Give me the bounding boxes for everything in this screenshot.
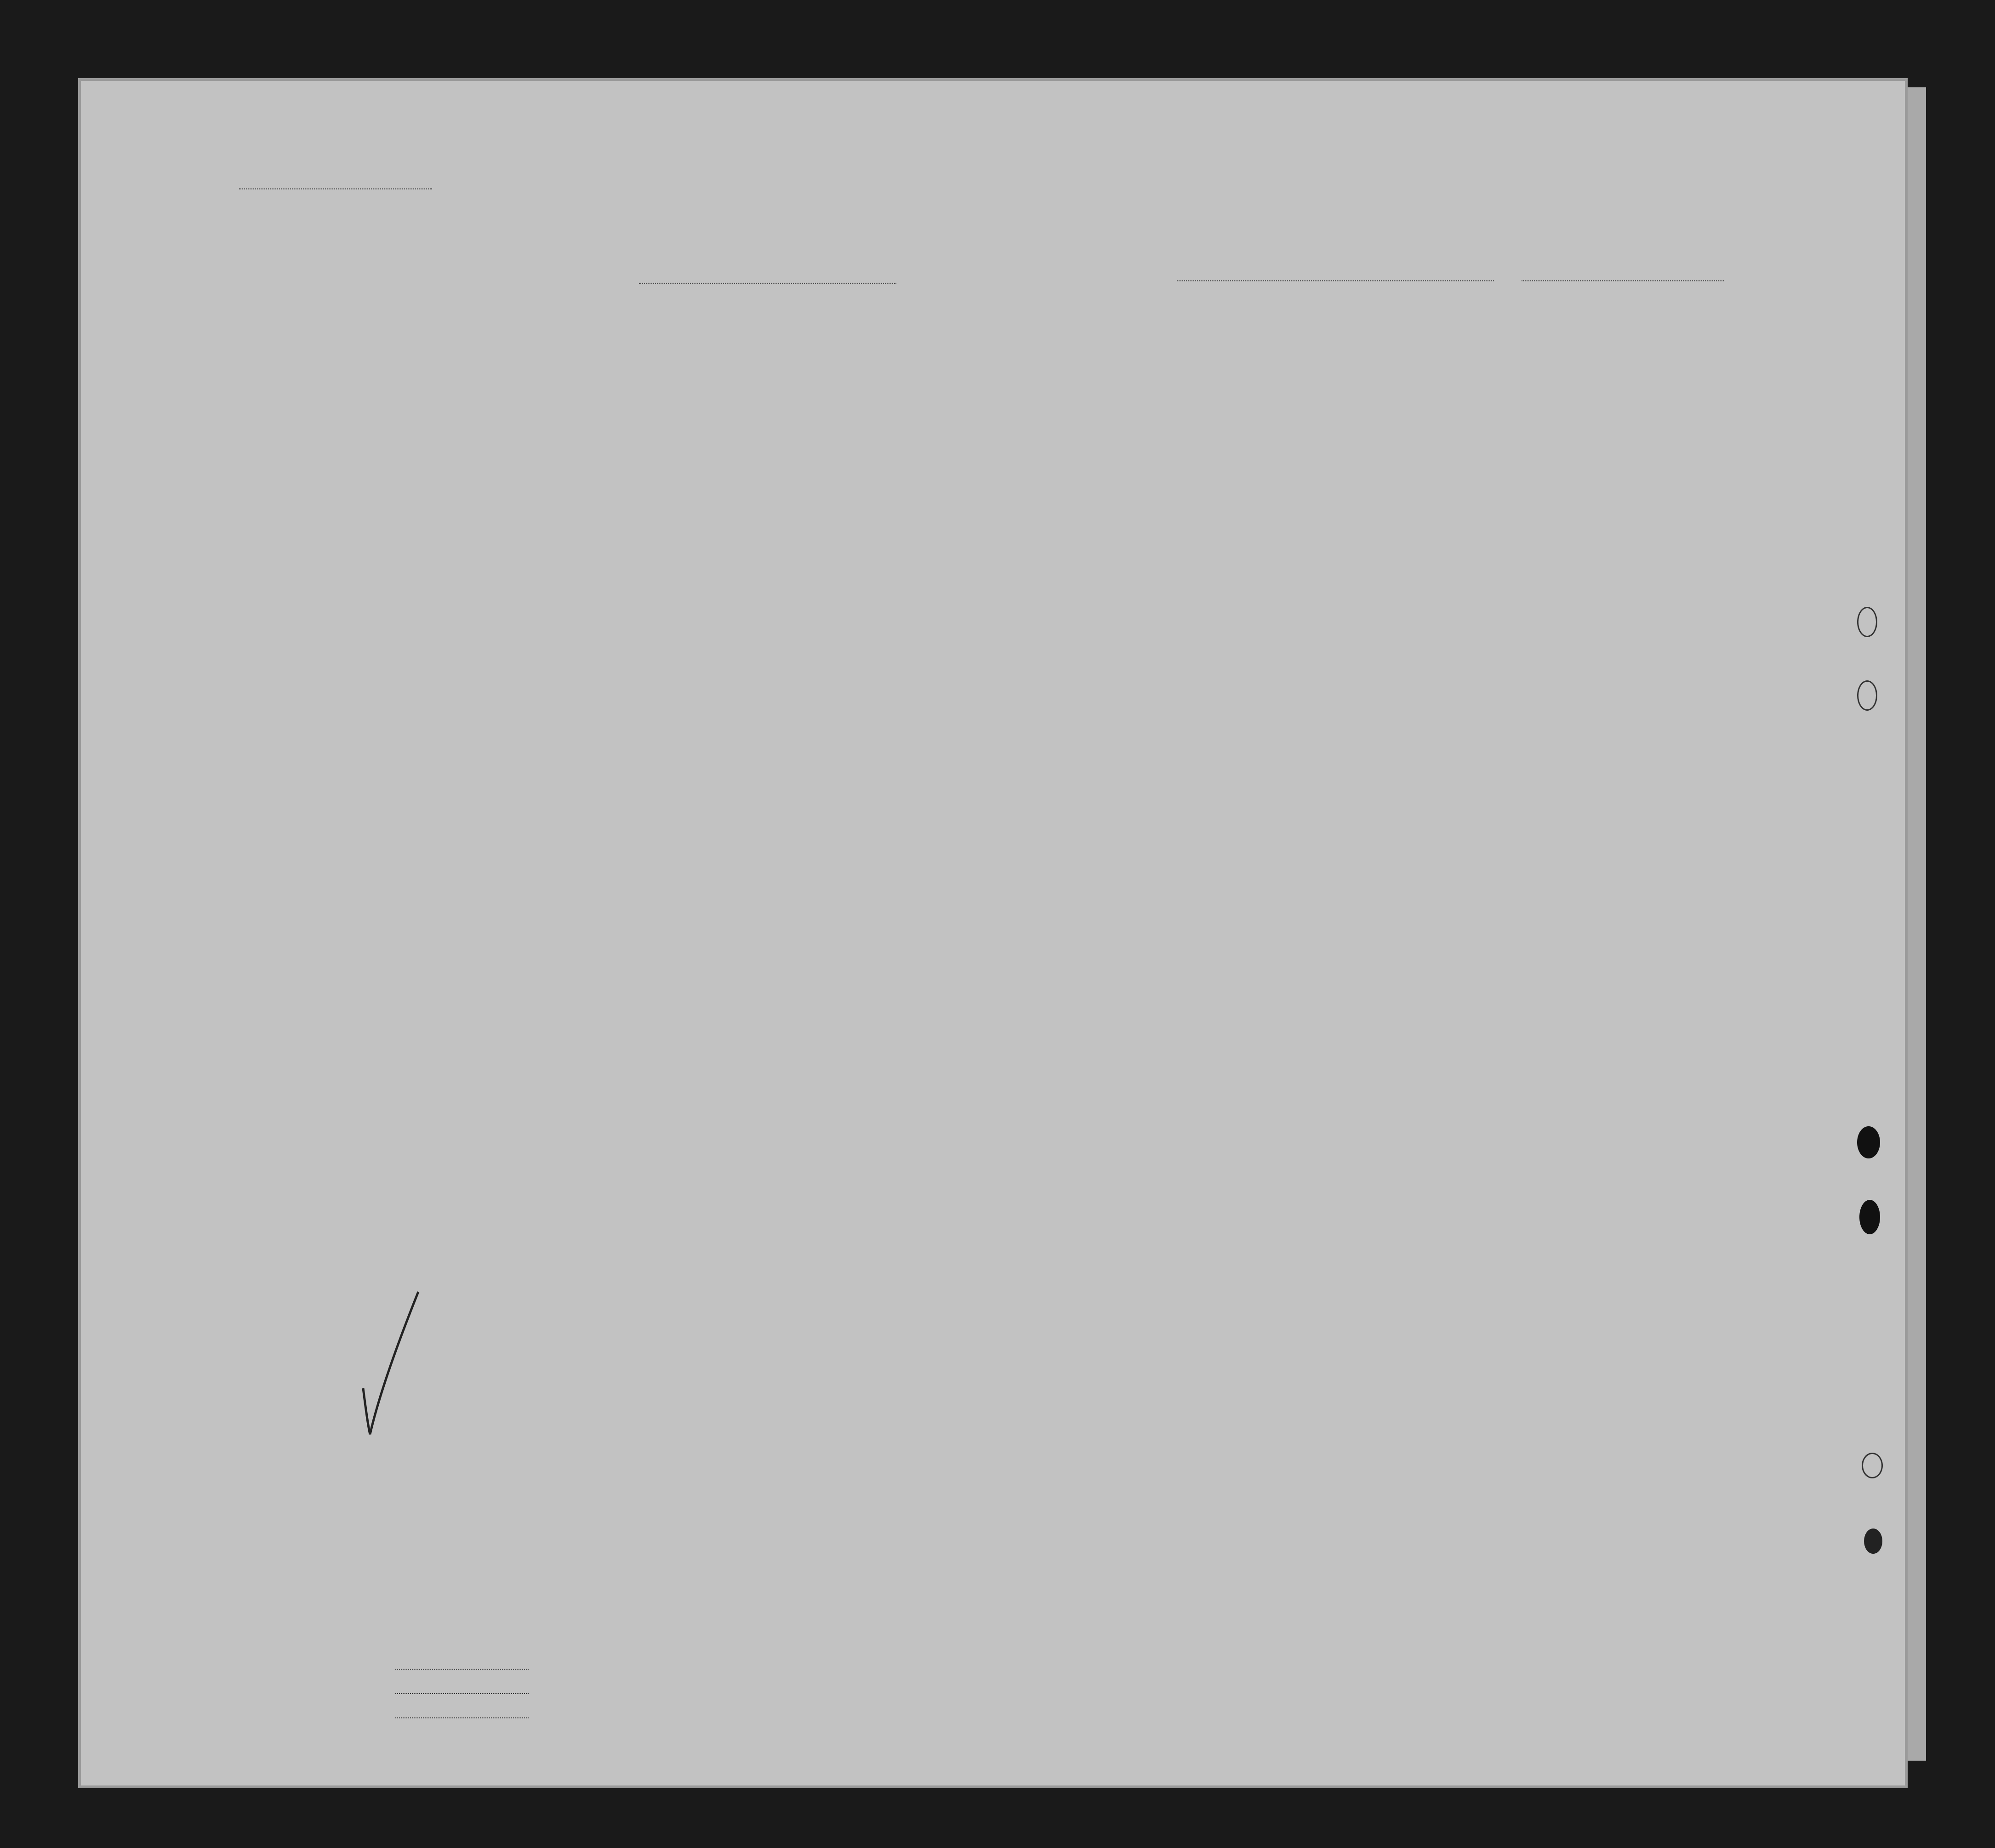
manifest-sheet (78, 78, 1908, 1788)
binder-hole (1857, 607, 1877, 637)
date-underline (1522, 280, 1724, 281)
binder-hole (1857, 680, 1877, 711)
list-underline (239, 188, 432, 189)
tally-checkmark (349, 1278, 423, 1443)
vessel-underline (639, 283, 896, 284)
binder-hole (1864, 1529, 1882, 1554)
aliens-line (395, 1717, 529, 1718)
us-citizens-line (395, 1693, 529, 1694)
page-edge (1908, 87, 1926, 1761)
binder-hole (1859, 1200, 1880, 1234)
binder-hole (1862, 1453, 1883, 1478)
from-underline (1177, 280, 1494, 281)
total-passengers-line (395, 1669, 529, 1670)
binder-hole (1857, 1126, 1880, 1158)
